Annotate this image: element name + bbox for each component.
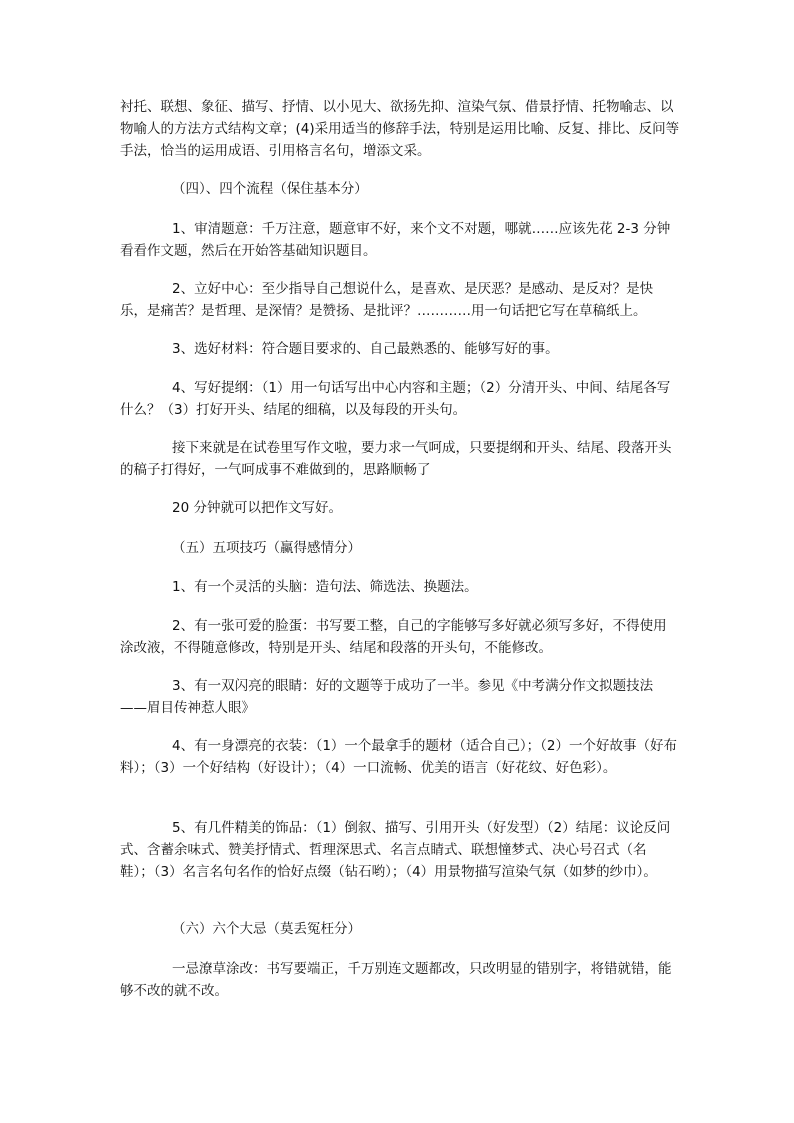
paragraph-process-3: 3、选好材料：符合题目要求的、自己最熟悉的、能够写好的事。 bbox=[172, 341, 559, 357]
paragraph-twenty-minutes: 20 分钟就可以把作文写好。 bbox=[172, 500, 342, 516]
paragraph-writing-flow: 接下来就是在试卷里写作文啦，要力求一气呵成，只要提纲和开头、结尾、段落开头的稿子打得好，一气呵成事不难做到的，思路顺畅了 bbox=[120, 440, 672, 478]
heading-four-processes: （四）、四个流程（保住基本分） bbox=[172, 181, 368, 197]
paragraph-rhetoric-methods: 衬托、联想、象征、描写、抒情、以小见大、欲扬先抑、渲染气氛、借景抒情、托物喻志、以物喻人的方法方式结构文章；(4)采用适当的修辞手法，特别是运用比喻、反复、排比、反问等手法，恰当的运用成语、引用格言名句，增添文采。 bbox=[120, 99, 680, 159]
paragraph-process-2: 2、立好中心：至少指导自己想说什么，是喜欢、是厌恶？是感动、是反对？是快乐，是痛苦？是哲理、是深情？是赞扬、是批评？…………用一句话把它写在草稿纸上。 bbox=[120, 281, 654, 319]
paragraph-taboo-1: 一忌潦草涂改：书写要端正，千万别连文题都改，只改明显的错别字，将错就错，能够不改的就不改。 bbox=[120, 961, 672, 999]
heading-six-taboos: （六）六个大忌（莫丢冤枉分） bbox=[172, 921, 361, 937]
paragraph-process-4: 4、写好提纲：（1）用一句话写出中心内容和主题；（2）分清开头、中间、结尾各写什么？（3）打好开头、结尾的细稿，以及每段的开头句。 bbox=[120, 380, 671, 418]
paragraph-technique-5: 5、有几件精美的饰品：（1）倒叙、描写、引用开头（好发型）（2）结尾：议论反问式、含蓄余味式、赞美抒情式、哲理深思式、名言点睛式、联想憧梦式、决心号召式（名鞋）；（3）名言名句名作的恰好点缀（钻石哟）；（4）用景物描写渲染气氛（如梦的纱巾）。 bbox=[120, 820, 671, 880]
paragraph-technique-4: 4、有一身漂亮的衣装：（1）一个最拿手的题材（适合自己）；（2）一个好故事（好布料）；（3）一个好结构（好设计）；（4）一口流畅、优美的语言（好花纹、好色彩）。 bbox=[120, 738, 678, 776]
paragraph-technique-3: 3、有一双闪亮的眼睛：好的文题等于成功了一半。参见《中考满分作文拟题技法——眉目传神惹人眼》 bbox=[120, 678, 654, 716]
paragraph-process-1: 1、审清题意：千万注意，题意审不好，来个文不对题，哪就……应该先花 2-3 分钟看看作文题，然后在开始答基础知识题目。 bbox=[120, 221, 671, 259]
heading-five-techniques: （五）五项技巧（赢得感情分） bbox=[172, 540, 361, 556]
paragraph-technique-1: 1、有一个灵活的头脑：造句法、筛选法、换题法。 bbox=[172, 579, 478, 595]
paragraph-technique-2: 2、有一张可爱的脸蛋：书写要工整，自己的字能够写多好就必须写多好，不得使用涂改液，不得随意修改，特别是开头、结尾和段落的开头句，不能修改。 bbox=[120, 618, 667, 656]
